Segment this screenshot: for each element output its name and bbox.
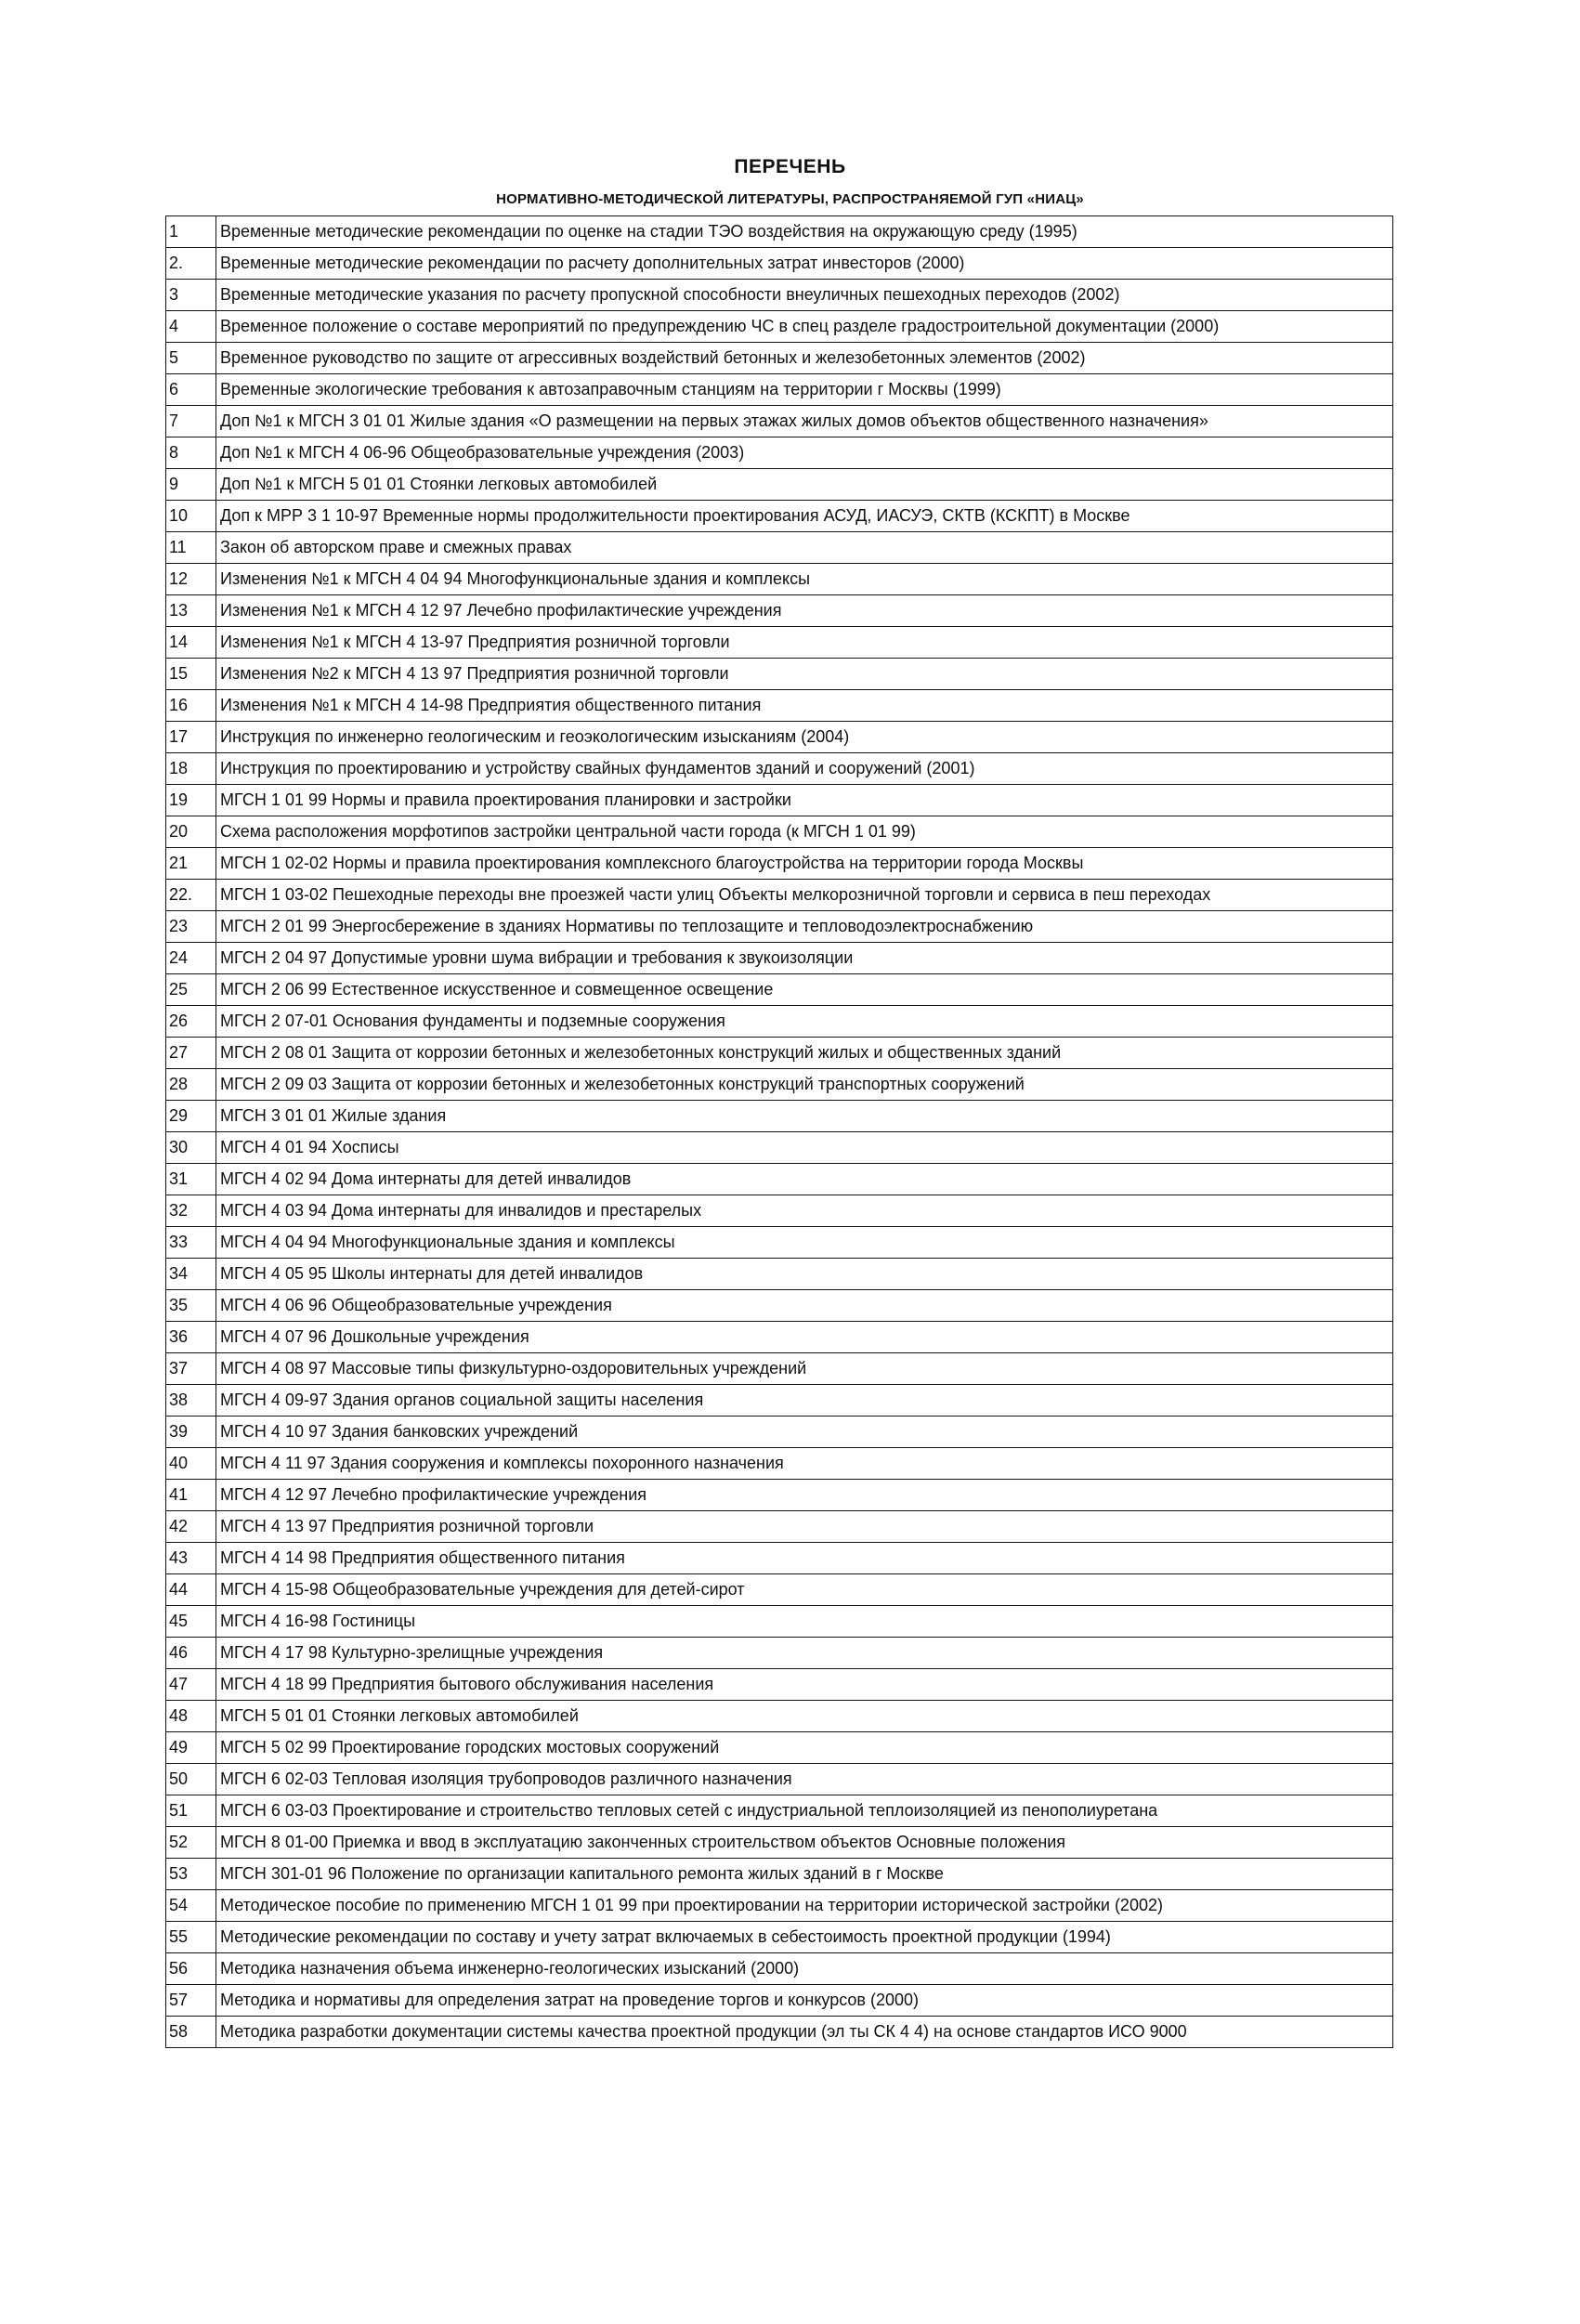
row-number: 46 — [166, 1638, 216, 1669]
row-number: 42 — [166, 1511, 216, 1543]
table-row — [166, 1195, 1393, 1227]
table-row — [166, 374, 1393, 406]
row-number: 18 — [166, 753, 216, 785]
row-number: 2. — [166, 248, 216, 280]
document-title: Методика разработки документации системы качества проектной продукции (эл ты СК 4 4) на основе стандартов ИСО 9000 — [216, 2017, 1393, 2048]
document-title: Инструкция по инженерно геологическим и геоэкологическим изысканиям (2004) — [216, 722, 1393, 753]
table-row — [166, 911, 1393, 943]
row-number: 10 — [166, 501, 216, 532]
row-number: 35 — [166, 1290, 216, 1322]
document-title: Схема расположения морфотипов застройки центральной части города (к МГСН 1 01 99) — [216, 816, 1393, 848]
row-number: 33 — [166, 1227, 216, 1259]
table-row — [166, 2017, 1393, 2048]
table-row — [166, 1701, 1393, 1732]
table-row — [166, 753, 1393, 785]
row-number: 14 — [166, 627, 216, 659]
row-number: 6 — [166, 374, 216, 406]
row-number: 23 — [166, 911, 216, 943]
table-row — [166, 1006, 1393, 1038]
document-title: Методика назначения объема инженерно-геологических изысканий (2000) — [216, 1953, 1393, 1985]
row-number: 39 — [166, 1417, 216, 1448]
row-number: 54 — [166, 1890, 216, 1922]
document-title: Доп к МРР 3 1 10-97 Временные нормы продолжительности проектирования АСУД, ИАСУЭ, СКТВ (КСКПТ) в Москве — [216, 501, 1393, 532]
row-number: 48 — [166, 1701, 216, 1732]
table-row — [166, 595, 1393, 627]
literature-table-body — [166, 216, 1393, 2048]
row-number: 29 — [166, 1101, 216, 1132]
row-number: 12 — [166, 564, 216, 595]
table-row — [166, 311, 1393, 343]
table-row — [166, 1638, 1393, 1669]
row-number: 22. — [166, 880, 216, 911]
document-title: Изменения №2 к МГСН 4 13 97 Предприятия розничной торговли — [216, 659, 1393, 690]
table-row — [166, 1227, 1393, 1259]
row-number: 21 — [166, 848, 216, 880]
document-title: МГСН 4 03 94 Дома интернаты для инвалидов и престарелых — [216, 1195, 1393, 1227]
row-number: 4 — [166, 311, 216, 343]
document-title: МГСН 4 02 94 Дома интернаты для детей инвалидов — [216, 1164, 1393, 1195]
document-title: Доп №1 к МГСН 3 01 01 Жилые здания «О размещении на первых этажах жилых домов объектов общественного назначения» — [216, 406, 1393, 437]
document-title: МГСН 4 05 95 Школы интернаты для детей инвалидов — [216, 1259, 1393, 1290]
table-row — [166, 469, 1393, 501]
row-number: 55 — [166, 1922, 216, 1953]
table-row — [166, 627, 1393, 659]
row-number: 38 — [166, 1385, 216, 1417]
table-row — [166, 406, 1393, 437]
table-row — [166, 280, 1393, 311]
document-title: Доп №1 к МГСН 5 01 01 Стоянки легковых автомобилей — [216, 469, 1393, 501]
page-subtitle: НОРМАТИВНО-МЕТОДИЧЕСКОЙ ЛИТЕРАТУРЫ, РАСПРОСТРАНЯЕМОЙ ГУП «НИАЦ» — [496, 191, 1084, 207]
table-row — [166, 1827, 1393, 1859]
row-number: 27 — [166, 1038, 216, 1069]
document-title: МГСН 2 08 01 Защита от коррозии бетонных и железобетонных конструкций жилых и общественных зданий — [216, 1038, 1393, 1069]
document-title: МГСН 4 04 94 Многофункциональные здания и комплексы — [216, 1227, 1393, 1259]
document-title: МГСН 3 01 01 Жилые здания — [216, 1101, 1393, 1132]
document-title: Временное положение о составе мероприятий по предупреждению ЧС в спец разделе градостроительной документации (2000) — [216, 311, 1393, 343]
table-row — [166, 1353, 1393, 1385]
row-number: 44 — [166, 1574, 216, 1606]
document-title: МГСН 2 06 99 Естественное искусственное и совмещенное освещение — [216, 974, 1393, 1006]
row-number: 57 — [166, 1985, 216, 2017]
document-title: МГСН 4 01 94 Хосписы — [216, 1132, 1393, 1164]
table-row — [166, 501, 1393, 532]
document-title: МГСН 4 09-97 Здания органов социальной защиты населения — [216, 1385, 1393, 1417]
document-title: МГСН 2 04 97 Допустимые уровни шума вибрации и требования к звукоизоляции — [216, 943, 1393, 974]
table-row — [166, 1985, 1393, 2017]
document-title: МГСН 4 13 97 Предприятия розничной торговли — [216, 1511, 1393, 1543]
document-title: МГСН 2 07-01 Основания фундаменты и подземные сооружения — [216, 1006, 1393, 1038]
document-title: Методическое пособие по применению МГСН 1 01 99 при проектировании на территории исторической застройки (2002) — [216, 1890, 1393, 1922]
table-row — [166, 1574, 1393, 1606]
document-title: Методические рекомендации по составу и учету затрат включаемых в себестоимость проектной продукции (1994) — [216, 1922, 1393, 1953]
row-number: 56 — [166, 1953, 216, 1985]
document-title: МГСН 1 01 99 Нормы и правила проектирования планировки и застройки — [216, 785, 1393, 816]
document-title: МГСН 301-01 96 Положение по организации капитального ремонта жилых зданий в г Москве — [216, 1859, 1393, 1890]
document-title: МГСН 6 03-03 Проектирование и строительство тепловых сетей с индустриальной теплоизоляцией из пенополиуретана — [216, 1795, 1393, 1827]
document-title: МГСН 6 02-03 Тепловая изоляция трубопроводов различного назначения — [216, 1764, 1393, 1795]
table-row — [166, 532, 1393, 564]
row-number: 37 — [166, 1353, 216, 1385]
document-title: МГСН 4 15-98 Общеобразовательные учреждения для детей-сирот — [216, 1574, 1393, 1606]
table-row — [166, 659, 1393, 690]
document-title: Изменения №1 к МГСН 4 14-98 Предприятия общественного питания — [216, 690, 1393, 722]
document-title: МГСН 2 09 03 Защита от коррозии бетонных и железобетонных конструкций транспортных сооружений — [216, 1069, 1393, 1101]
document-title: МГСН 4 12 97 Лечебно профилактические учреждения — [216, 1480, 1393, 1511]
row-number: 24 — [166, 943, 216, 974]
document-title: МГСН 4 07 96 Дошкольные учреждения — [216, 1322, 1393, 1353]
row-number: 1 — [166, 216, 216, 248]
document-title: МГСН 4 18 99 Предприятия бытового обслуживания населения — [216, 1669, 1393, 1701]
document-title: Временные методические рекомендации по расчету дополнительных затрат инвесторов (2000) — [216, 248, 1393, 280]
row-number: 15 — [166, 659, 216, 690]
table-row — [166, 1290, 1393, 1322]
row-number: 9 — [166, 469, 216, 501]
document-title: Закон об авторском праве и смежных правах — [216, 532, 1393, 564]
row-number: 47 — [166, 1669, 216, 1701]
row-number: 30 — [166, 1132, 216, 1164]
table-row — [166, 1448, 1393, 1480]
document-title: МГСН 4 08 97 Массовые типы физкультурно-оздоровительных учреждений — [216, 1353, 1393, 1385]
row-number: 13 — [166, 595, 216, 627]
row-number: 32 — [166, 1195, 216, 1227]
table-row — [166, 722, 1393, 753]
row-number: 19 — [166, 785, 216, 816]
row-number: 25 — [166, 974, 216, 1006]
table-row — [166, 785, 1393, 816]
table-row — [166, 816, 1393, 848]
row-number: 49 — [166, 1732, 216, 1764]
row-number: 17 — [166, 722, 216, 753]
table-row — [166, 1164, 1393, 1195]
table-row — [166, 437, 1393, 469]
row-number: 51 — [166, 1795, 216, 1827]
table-row — [166, 1101, 1393, 1132]
row-number: 43 — [166, 1543, 216, 1574]
table-row — [166, 690, 1393, 722]
document-title: МГСН 2 01 99 Энергосбережение в зданиях Нормативы по теплозащите и тепловодоэлектроснабжению — [216, 911, 1393, 943]
row-number: 34 — [166, 1259, 216, 1290]
row-number: 5 — [166, 343, 216, 374]
table-row — [166, 1322, 1393, 1353]
table-row — [166, 1669, 1393, 1701]
document-title: Изменения №1 к МГСН 4 12 97 Лечебно профилактические учреждения — [216, 595, 1393, 627]
document-title: Методика и нормативы для определения затрат на проведение торгов и конкурсов (2000) — [216, 1985, 1393, 2017]
table-row — [166, 880, 1393, 911]
table-row — [166, 1480, 1393, 1511]
row-number: 28 — [166, 1069, 216, 1101]
row-number: 52 — [166, 1827, 216, 1859]
literature-table — [165, 215, 1393, 2048]
document-title: МГСН 1 02-02 Нормы и правила проектирования комплексного благоустройства на территории города Москвы — [216, 848, 1393, 880]
row-number: 8 — [166, 437, 216, 469]
table-row — [166, 216, 1393, 248]
document-title: МГСН 5 01 01 Стоянки легковых автомобилей — [216, 1701, 1393, 1732]
document-title: МГСН 4 17 98 Культурно-зрелищные учреждения — [216, 1638, 1393, 1669]
table-row — [166, 343, 1393, 374]
row-number: 50 — [166, 1764, 216, 1795]
row-number: 53 — [166, 1859, 216, 1890]
document-title: МГСН 1 03-02 Пешеходные переходы вне проезжей части улиц Объекты мелкорозничной торговли и сервиса в пеш переходах — [216, 880, 1393, 911]
table-row — [166, 1038, 1393, 1069]
row-number: 16 — [166, 690, 216, 722]
table-row — [166, 1859, 1393, 1890]
table-row — [166, 1259, 1393, 1290]
table-row — [166, 1417, 1393, 1448]
table-row — [166, 943, 1393, 974]
table-row — [166, 1385, 1393, 1417]
document-title: Изменения №1 к МГСН 4 13-97 Предприятия розничной торговли — [216, 627, 1393, 659]
table-row — [166, 1069, 1393, 1101]
document-title: МГСН 4 11 97 Здания сооружения и комплексы похоронного назначения — [216, 1448, 1393, 1480]
document-title: Доп №1 к МГСН 4 06-96 Общеобразовательные учреждения (2003) — [216, 437, 1393, 469]
row-number: 11 — [166, 532, 216, 564]
row-number: 7 — [166, 406, 216, 437]
table-row — [166, 248, 1393, 280]
document-title: Временные методические рекомендации по оценке на стадии ТЭО воздействия на окружающую среду (1995) — [216, 216, 1393, 248]
document-title: Временное руководство по защите от агрессивных воздействий бетонных и железобетонных элементов (2002) — [216, 343, 1393, 374]
document-title: МГСН 4 14 98 Предприятия общественного питания — [216, 1543, 1393, 1574]
table-row — [166, 1543, 1393, 1574]
document-title: Изменения №1 к МГСН 4 04 94 Многофункциональные здания и комплексы — [216, 564, 1393, 595]
row-number: 40 — [166, 1448, 216, 1480]
table-row — [166, 1511, 1393, 1543]
row-number: 45 — [166, 1606, 216, 1638]
document-title: МГСН 5 02 99 Проектирование городских мостовых сооружений — [216, 1732, 1393, 1764]
row-number: 36 — [166, 1322, 216, 1353]
table-row — [166, 974, 1393, 1006]
document-title: МГСН 4 10 97 Здания банковских учреждений — [216, 1417, 1393, 1448]
document-title: МГСН 8 01-00 Приемка и ввод в эксплуатацию законченных строительством объектов Основные положения — [216, 1827, 1393, 1859]
table-row — [166, 1795, 1393, 1827]
page-title: ПЕРЕЧЕНЬ — [734, 156, 846, 177]
table-row — [166, 1132, 1393, 1164]
row-number: 26 — [166, 1006, 216, 1038]
document-title: Временные методические указания по расчету пропускной способности внеуличных пешеходных переходов (2002) — [216, 280, 1393, 311]
row-number: 41 — [166, 1480, 216, 1511]
row-number: 20 — [166, 816, 216, 848]
document-title: МГСН 4 16-98 Гостиницы — [216, 1606, 1393, 1638]
table-row — [166, 1890, 1393, 1922]
row-number: 3 — [166, 280, 216, 311]
table-row — [166, 1732, 1393, 1764]
table-row — [166, 1764, 1393, 1795]
document-title: Инструкция по проектированию и устройству свайных фундаментов зданий и сооружений (2001) — [216, 753, 1393, 785]
table-row — [166, 1922, 1393, 1953]
table-row — [166, 848, 1393, 880]
row-number: 31 — [166, 1164, 216, 1195]
row-number: 58 — [166, 2017, 216, 2048]
table-row — [166, 564, 1393, 595]
document-title: Временные экологические требования к автозаправочным станциям на территории г Москвы (1999) — [216, 374, 1393, 406]
table-row — [166, 1953, 1393, 1985]
table-row — [166, 1606, 1393, 1638]
document-title: МГСН 4 06 96 Общеобразовательные учреждения — [216, 1290, 1393, 1322]
